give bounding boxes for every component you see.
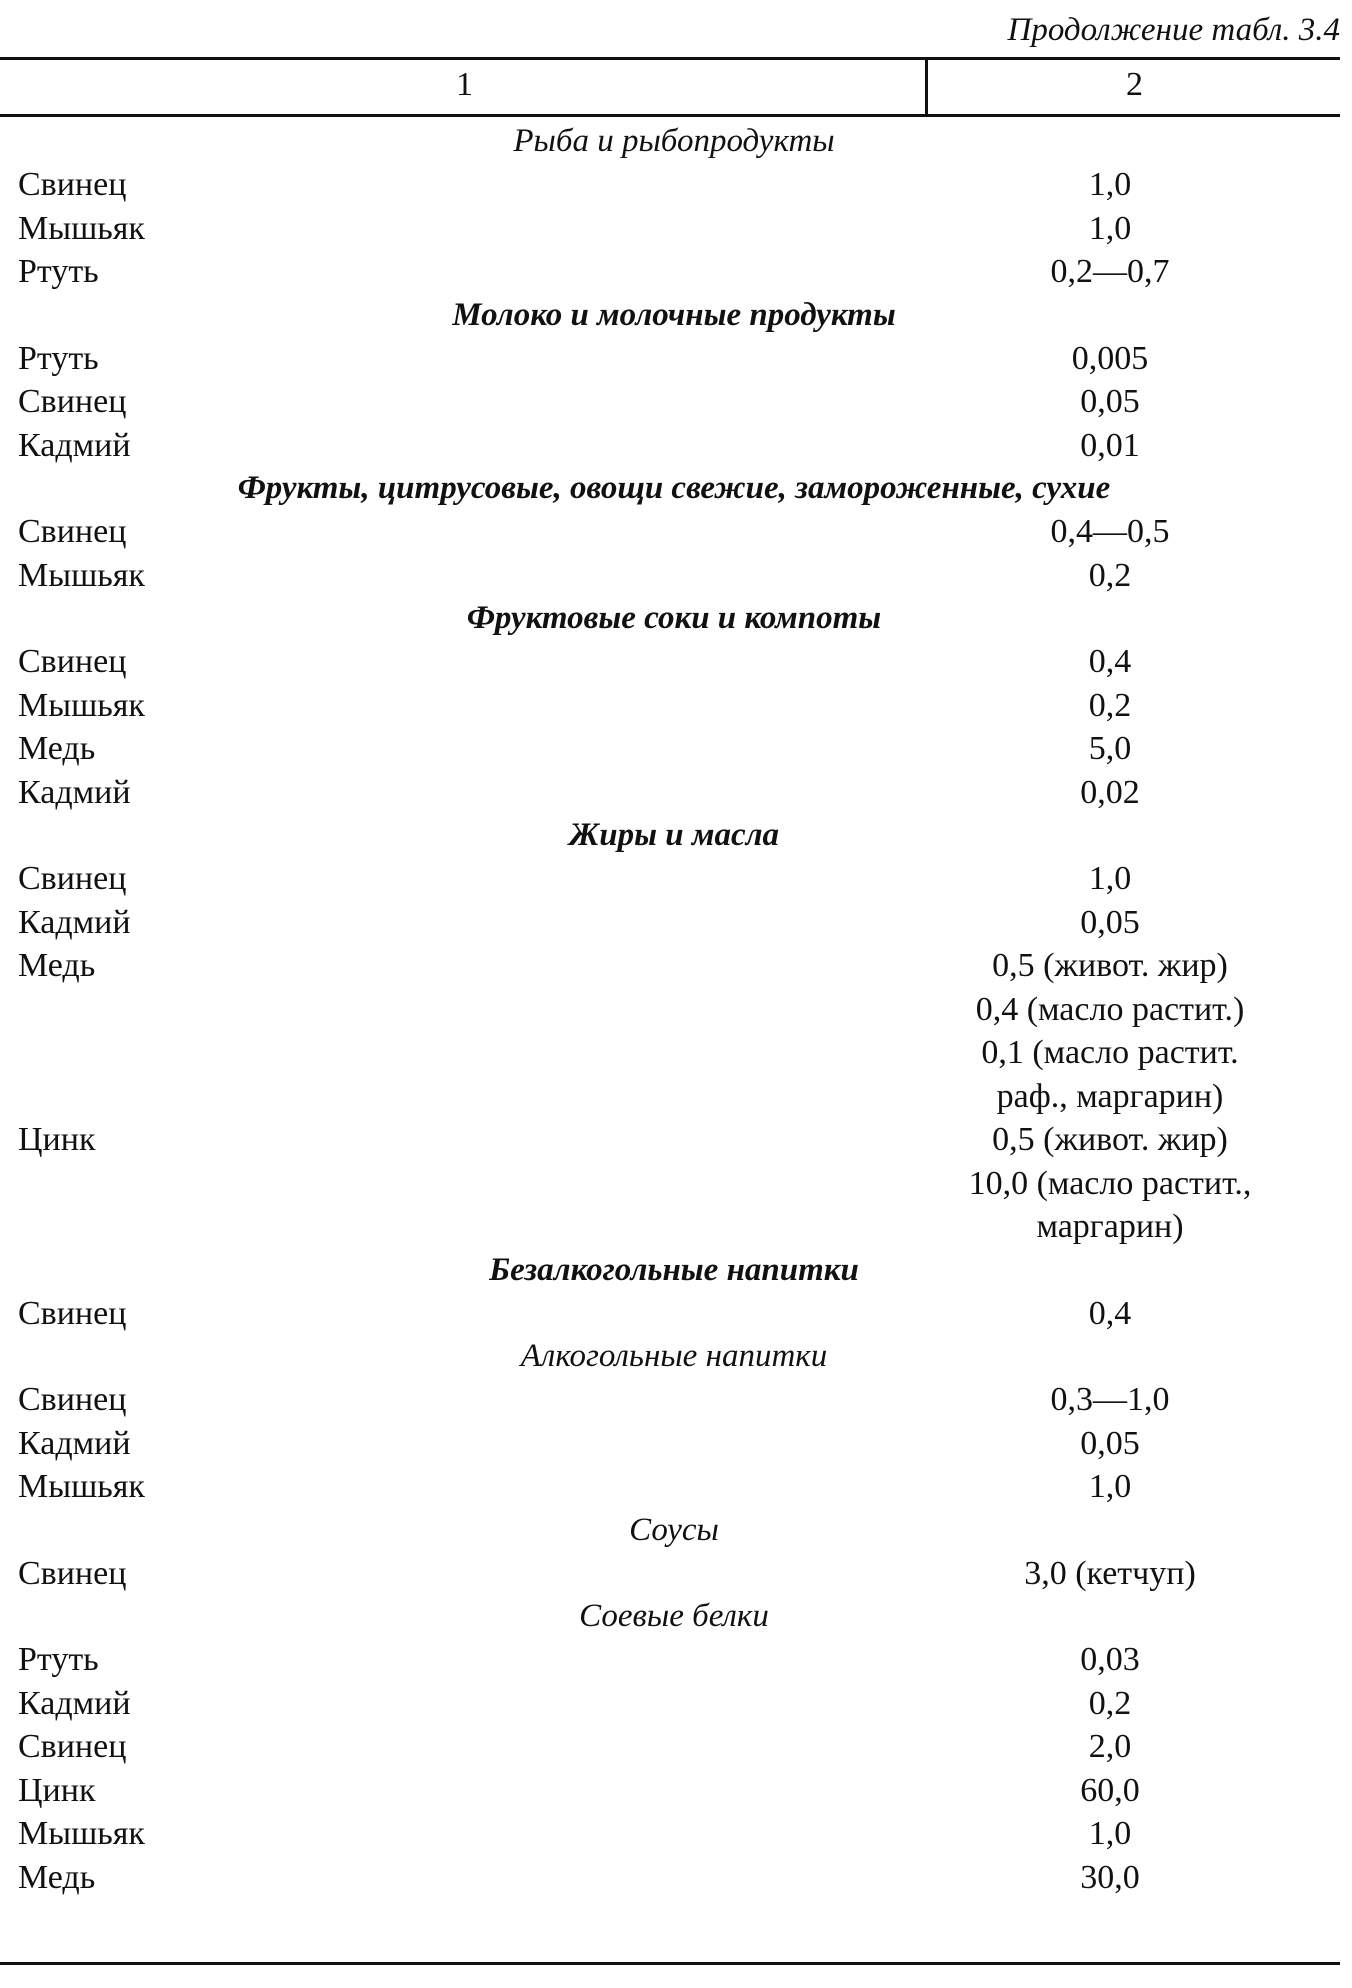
section-heading: Безалкогольные напитки: [489, 1251, 859, 1288]
table-row: [0, 1552, 1340, 1596]
element-name: Мышьяк: [18, 209, 145, 247]
table-caption: Продолжение табл. 3.4: [1007, 12, 1340, 48]
element-name: Кадмий: [18, 1424, 131, 1462]
limit-value: 0,2: [1088, 556, 1132, 594]
limit-value: 3,0 (кетчуп): [1024, 1554, 1196, 1592]
table-row: [0, 1205, 1340, 1249]
element-name: Свинец: [18, 1554, 127, 1592]
limit-value: 0,5 (живот. жир): [992, 947, 1228, 984]
section-heading: Фрукты, цитрусовые, овощи свежие, замороженные, сухие: [237, 470, 1111, 506]
section-heading: Жиры и масла: [568, 817, 780, 853]
element-name: Мышьяк: [18, 1815, 145, 1852]
limit-value: 1,0: [1088, 1468, 1132, 1505]
section-heading: Молоко и молочные продукты: [452, 296, 896, 333]
table-row: [0, 250, 1340, 294]
table-row: [0, 901, 1340, 945]
limit-value: 0,4—0,5: [1050, 513, 1170, 550]
table-row: [0, 337, 1340, 381]
table-row: [0, 1422, 1340, 1466]
element-name: Ртуть: [18, 253, 99, 290]
element-name: Свинец: [18, 383, 127, 420]
limit-value: 2,0: [1088, 1728, 1132, 1765]
table-row: [0, 1031, 1340, 1075]
table-row: [0, 1465, 1340, 1509]
table-row: [0, 1812, 1340, 1856]
element-name: Свинец: [18, 513, 127, 550]
limit-value: 0,4: [1088, 1294, 1132, 1332]
limit-value: 0,05: [1080, 903, 1140, 941]
element-name: Ртуть: [18, 1641, 99, 1678]
element-name: Кадмий: [18, 1684, 131, 1722]
limit-value: 0,2—0,7: [1050, 253, 1170, 290]
element-name: Кадмий: [18, 773, 131, 811]
bottom-rule: [0, 1962, 1340, 1965]
table-row: [0, 1378, 1340, 1422]
limit-value: 0,2: [1088, 1684, 1132, 1722]
limit-value: 0,5 (живот. жир): [992, 1121, 1228, 1158]
section-heading: Алкогольные напитки: [520, 1338, 828, 1374]
table-row: [0, 857, 1340, 901]
element-name: Цинк: [18, 1771, 96, 1809]
table-row: [0, 988, 1340, 1032]
limit-value: 0,4: [1088, 643, 1132, 680]
element-name: Свинец: [18, 643, 127, 680]
element-name: Мышьяк: [18, 1468, 145, 1505]
section-heading: Фруктовые соки и компоты: [466, 600, 882, 636]
table-row: [0, 1162, 1340, 1206]
table-row: [0, 380, 1340, 424]
header-col-2: 2: [1126, 66, 1143, 103]
table-row: [0, 640, 1340, 684]
element-name: Свинец: [18, 166, 127, 203]
limit-value: 0,1 (масло растит.: [981, 1034, 1239, 1071]
element-name: Свинец: [18, 1728, 127, 1765]
element-name: Медь: [18, 947, 96, 984]
table-row: [0, 510, 1340, 554]
element-name: Свинец: [18, 860, 127, 897]
table-row: [0, 727, 1340, 771]
table-row: [0, 207, 1340, 251]
element-name: Ртуть: [18, 339, 99, 377]
limit-value: маргарин): [1036, 1208, 1184, 1245]
limit-value: 60,0: [1080, 1771, 1140, 1809]
table-row: [0, 771, 1340, 815]
element-name: Кадмий: [18, 426, 131, 464]
table-row: [0, 1769, 1340, 1813]
limit-value: 1,0: [1088, 860, 1132, 897]
table-row: [0, 944, 1340, 988]
limit-value: 0,02: [1080, 773, 1140, 811]
element-name: Кадмий: [18, 903, 131, 941]
section-heading: Рыба и рыбопродукты: [513, 123, 835, 159]
table-row: [0, 1725, 1340, 1769]
limit-value: 0,005: [1071, 339, 1149, 377]
element-name: Свинец: [18, 1381, 127, 1418]
section-heading: Соевые белки: [579, 1598, 769, 1634]
element-name: Свинец: [18, 1294, 127, 1332]
header-rule: [0, 114, 1340, 117]
element-name: Медь: [18, 730, 96, 767]
limit-value: 30,0: [1080, 1858, 1140, 1896]
table-row: [0, 1118, 1340, 1162]
header-col-1: 1: [456, 66, 473, 103]
table-row: [0, 554, 1340, 598]
limit-value: 0,3—1,0: [1050, 1381, 1170, 1418]
element-name: Медь: [18, 1858, 96, 1896]
table-row: [0, 1682, 1340, 1726]
limit-value: 0,05: [1080, 383, 1140, 420]
limit-value: 0,2: [1088, 686, 1132, 724]
limit-value: 5,0: [1088, 730, 1132, 767]
element-name: Мышьяк: [18, 556, 145, 594]
table-row: [0, 424, 1340, 468]
element-name: Мышьяк: [18, 686, 145, 724]
limit-value: 1,0: [1088, 209, 1132, 247]
element-name: Цинк: [18, 1121, 96, 1158]
limit-value: 10,0 (масло растит.,: [968, 1164, 1252, 1202]
limit-value: 1,0: [1088, 1815, 1132, 1852]
limit-value: 0,05: [1080, 1424, 1140, 1462]
table-row: [0, 163, 1340, 207]
limit-value: 0,01: [1080, 426, 1140, 464]
header-column-separator: [925, 57, 928, 114]
limit-value: 0,4 (масло растит.): [975, 990, 1245, 1028]
table-row: [0, 684, 1340, 728]
table-body: [0, 120, 1340, 1899]
limit-value: раф., маргарин): [996, 1077, 1224, 1115]
limit-value: 0,03: [1080, 1641, 1140, 1678]
table-row: [0, 1638, 1340, 1682]
limit-value: 1,0: [1088, 166, 1132, 203]
table-row: [0, 1856, 1340, 1900]
table-row: [0, 1075, 1340, 1119]
top-rule: [0, 57, 1340, 60]
table-row: [0, 1292, 1340, 1336]
section-heading: Соусы: [629, 1511, 719, 1548]
